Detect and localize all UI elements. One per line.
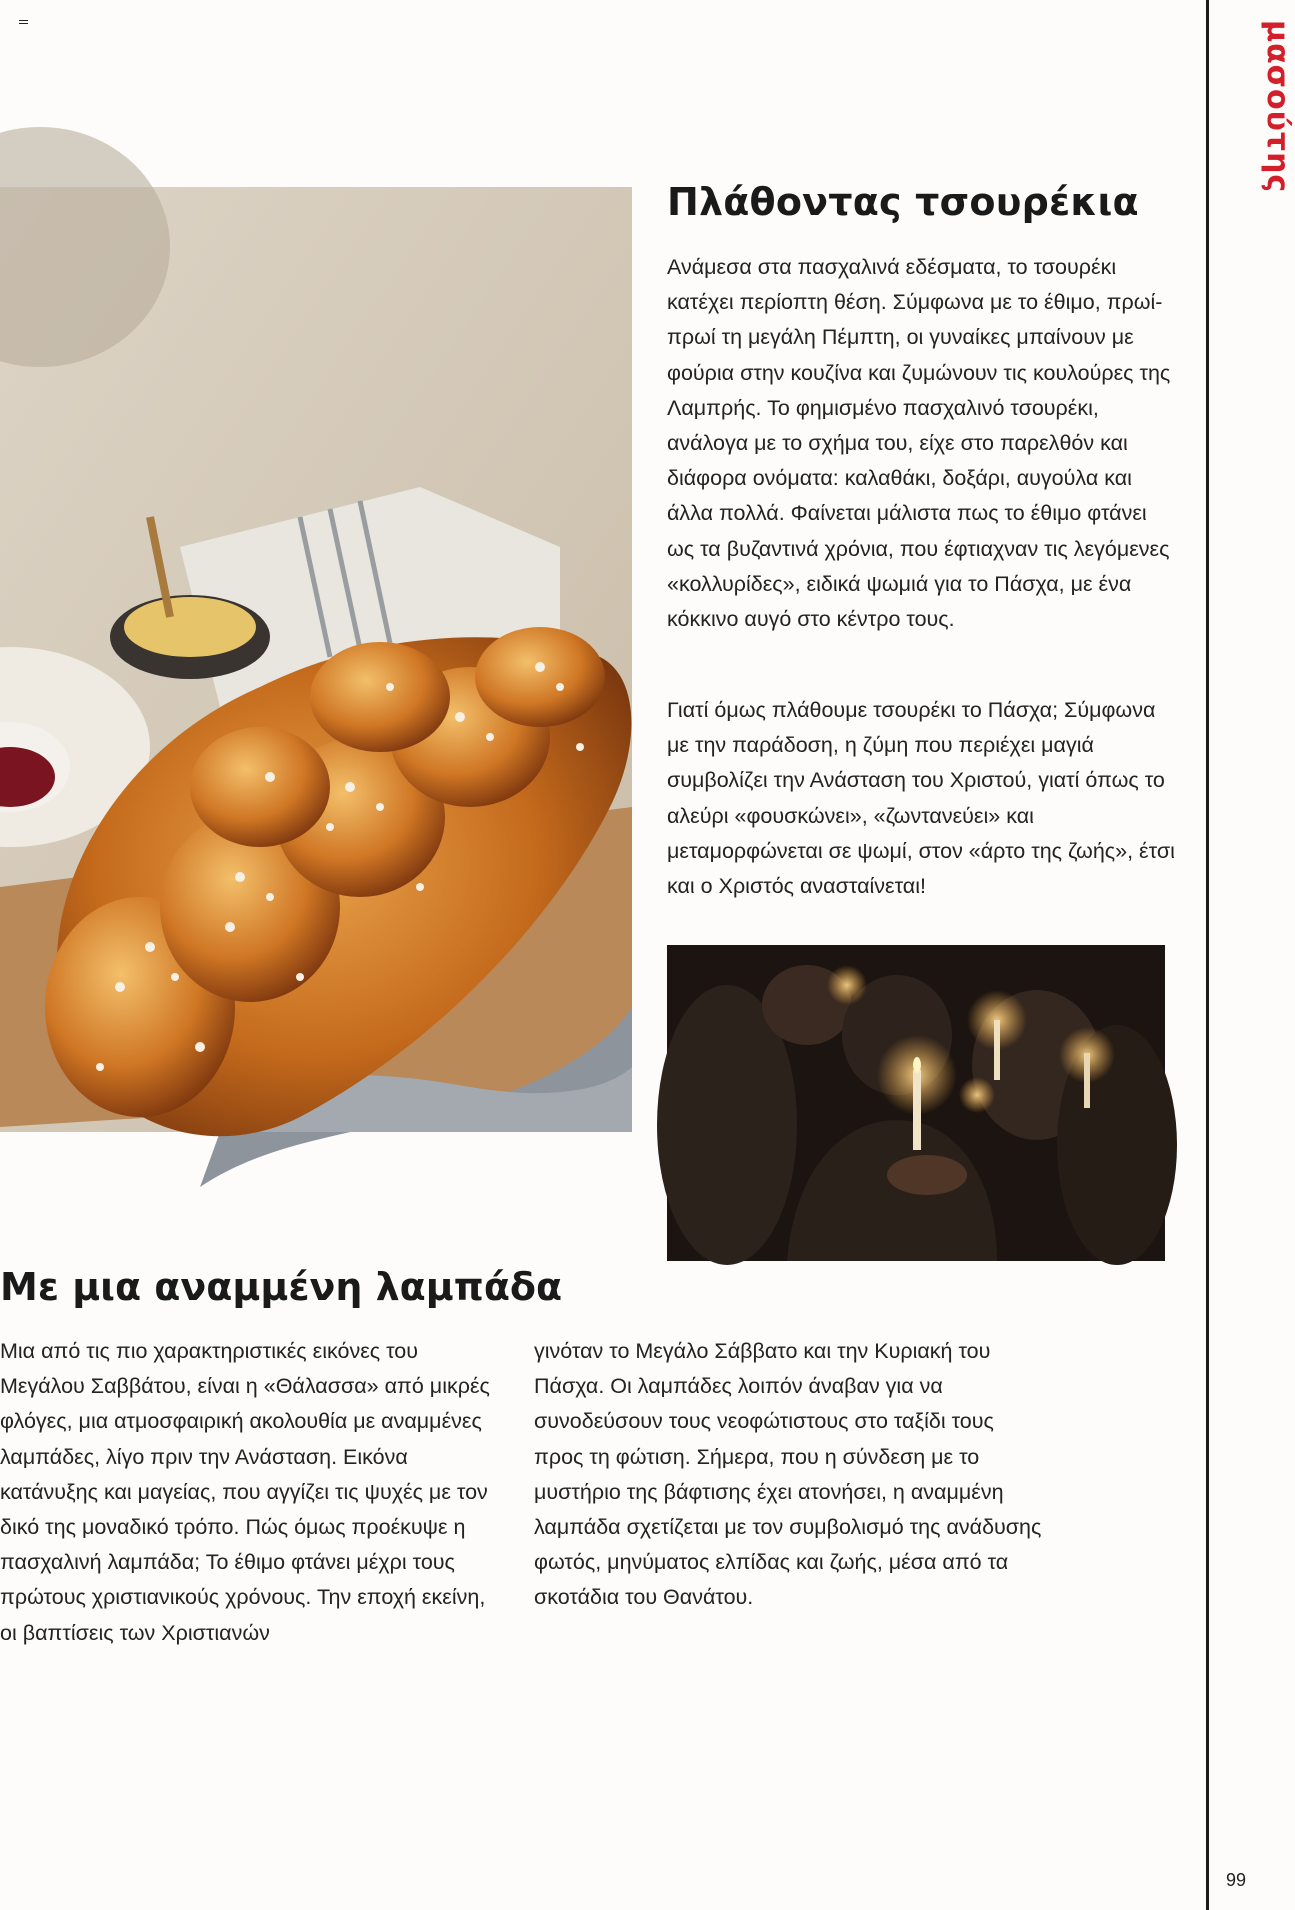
page-edge-divider xyxy=(1206,0,1209,1910)
section-title-tsoureki: Πλάθοντας τσουρέκια xyxy=(667,180,1139,224)
section-title-lampada: Με μια αναμμένη λαμπάδα xyxy=(0,1265,563,1309)
tsoureki-photo xyxy=(0,187,632,1132)
menu-icon[interactable] xyxy=(19,20,28,26)
lampada-column-1: Μια από τις πιο χαρακτηριστικές εικόνες του Μεγάλου Σαββάτου, είναι η «Θάλασσα» από μικρές φλόγες, μια ατμοσφαιρική ακολουθία με αναμμένες λαμπάδες, λίγο πριν την Ανάσταση. Εικόνα κατάνυξης και μαγείας, που αγγίζει τις ψυχές με τον δικό της μοναδικό τρόπο. Πώς όμως προέκυψε η πασχαλινή λαμπάδα; Το έθιμο φτάνει μέχρι τους πρώτους χριστιανικούς χρόνους. Την εποχή εκείνη, οι βαπτίσεις των Χριστιανών xyxy=(0,1339,490,1645)
brand-logo: μασούτης xyxy=(1260,20,1295,194)
page-number: 99 xyxy=(1226,1870,1247,1890)
tsoureki-paragraph-2: Γιατί όμως πλάθουμε τσουρέκι το Πάσχα; Σύμφωνα με την παράδοση, η ζύμη που περιέχει μαγιά συμβολίζει την Ανάσταση του Χριστού, γιατί όπως το αλεύρι «φουσκώνει», «ζωντανεύει» και μεταμορφώνεται σε ψωμί, στον «άρτο της ζωής», έτσι και ο Χριστός ανασταίνεται! xyxy=(667,698,1175,899)
lampada-column-2: γινόταν το Μεγάλο Σάββατο και την Κυριακή του Πάσχα. Οι λαμπάδες λοιπόν άναβαν για να συνοδεύσουν τους νεοφώτιστους στο ταξίδι τους προς τη φώτιση. Σήμερα, που η σύνδεση με το μυστήριο της βάφτισης έχει ατονήσει, η αναμμένη λαμπάδα σχετίζεται με τον συμβολισμό της ανάδυσης φωτός, μηνύματος ελπίδας και ζωής, μέσα από τα σκοτάδια του Θανάτου. xyxy=(534,1339,1042,1610)
tsoureki-paragraph-1: Ανάμεσα στα πασχαλινά εδέσματα, το τσουρέκι κατέχει περίοπτη θέση. Σύμφωνα με το έθιμο, πρωί-πρωί τη μεγάλη Πέμπτη, οι γυναίκες μπαίνουν με φούρια στην κουζίνα και ζυμώνουν τις κουλούρες της Λαμπρής. Το φημισμένο πασχαλινό τσουρέκι, ανάλογα με το σχήμα του, είχε στο παρελθόν και διάφορα ονόματα: καλαθάκι, δοξάρι, αυγούλα και άλλα πολλά. Φαίνεται μάλιστα πως το έθιμο φτάνει ως τα βυζαντινά χρόνια, που έφτιαχναν τις λεγόμενες «κολλυρίδες», ειδικά ψωμιά για το Πάσχα, με ένα κόκκινο αυγό στο κέντρο τους. xyxy=(667,255,1171,632)
candles-photo xyxy=(667,945,1165,1261)
